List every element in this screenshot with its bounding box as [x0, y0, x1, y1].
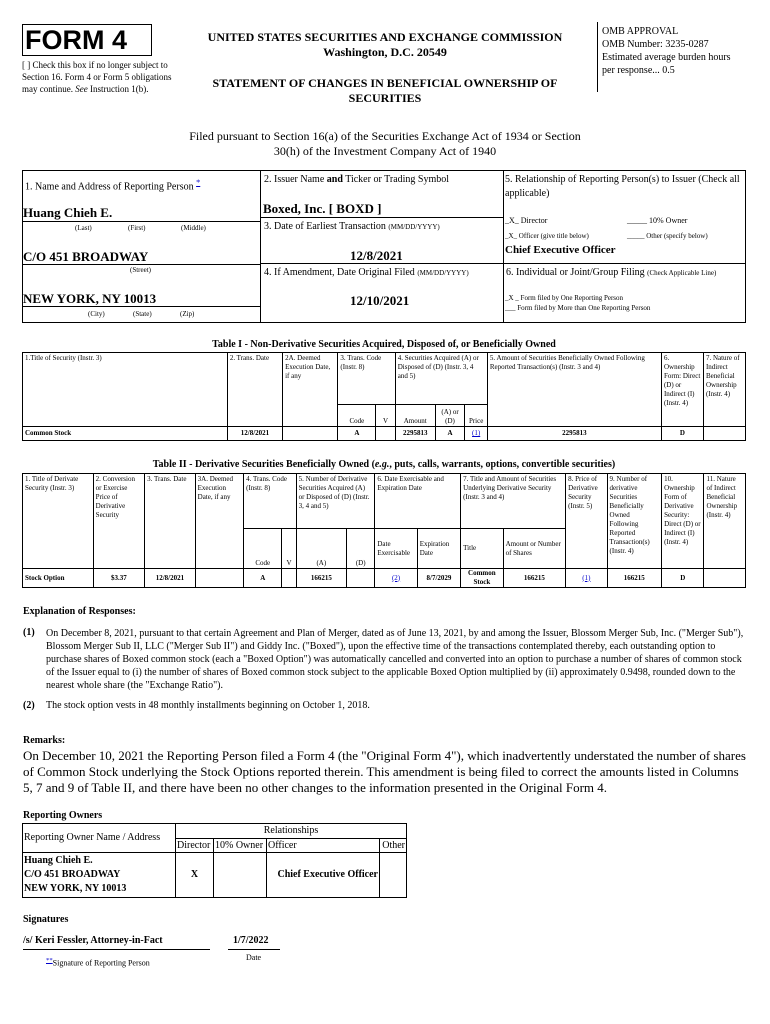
t2-h4: 4. Trans. Code (Instr. 8): [244, 474, 296, 529]
last-label: (Last): [75, 224, 92, 232]
t2-price: $3.37: [93, 569, 144, 588]
t2-h10: 10. Ownership Form of Derivative Security: Direct (D) or Indirect (I) (Instr. 4): [662, 474, 704, 569]
t2-h11: 11. Nature of Indirect Beneficial Ownership (Instr. 4): [704, 474, 746, 569]
table2-title: [22, 459, 746, 471]
col-divider-2: [503, 170, 504, 323]
table2-title-pre: Table II - Derivative Securities Beneficially Owned (: [152, 459, 375, 470]
t2-h2: 2. Conversion or Exercise Price of Derivative Security: [93, 474, 144, 569]
box3-label: [264, 221, 440, 233]
officer-title: Chief Executive Officer: [505, 244, 616, 256]
t2-sub-v: V: [282, 529, 296, 569]
signatures-title: Signatures: [23, 914, 69, 925]
t1-h1: 1.Title of Security (Instr. 3): [23, 353, 228, 427]
t2-deemed: [195, 569, 243, 588]
omb-burden: Estimated average burden hours per response... 0.5: [602, 52, 731, 76]
box6-label: [506, 267, 716, 279]
owner-officer: Chief Executive Officer: [267, 853, 380, 898]
state-label: (State): [133, 310, 152, 318]
omb-approval: [602, 25, 742, 77]
instruction-ref: Instruction 1(b).: [90, 84, 149, 94]
t1-security: Common Stock: [23, 427, 228, 441]
t2-a: 166215: [296, 569, 346, 588]
statement-title: STATEMENT OF CHANGES IN BENEFICIAL OWNERSHIP OF SECURITIES: [212, 76, 558, 105]
t2-sub-d: (D): [347, 529, 375, 569]
officer-checkbox[interactable]: _X_ Officer (give title below): [505, 232, 589, 240]
owner-ten: [214, 853, 267, 898]
box5-label: 5. Relationship of Reporting Person(s) to Issuer (Check all applicable): [505, 174, 740, 199]
t1-h4: 4. Securities Acquired (A) or Disposed of (D) (Instr. 3, 4 and 5): [395, 353, 487, 405]
agency-name: UNITED STATES SECURITIES AND EXCHANGE COMMISSION: [207, 30, 563, 44]
table2-header-row: [23, 474, 746, 529]
table2-title-post: , puts, calls, warrants, options, convertible securities): [389, 459, 616, 470]
t1-code: A: [338, 427, 376, 441]
t2-date: 12/8/2021: [145, 569, 195, 588]
remarks-text: On December 10, 2021 the Reporting Person filed a Form 4 (the "Original Form 4"), which inadvertently understated the number of shares of Common Stock underlying the Stock Options reported therein. This amendment is being filed to correct the amounts listed in Columns 5, 7 and 9 of Table II, and there have been no other changes to the information presented in the Original Form 4.: [23, 748, 746, 795]
box1-label-text: 1. Name and Address of Reporting Person: [25, 181, 194, 193]
signature-label-text: Signature of Reporting Person: [52, 958, 150, 968]
t1-form: D: [661, 427, 703, 441]
t1-sub-price: Price: [465, 405, 488, 427]
table2-title-eg: e.g.: [374, 459, 390, 470]
signature-footnote-link[interactable]: **: [46, 957, 53, 964]
signer-name: /s/ Keri Fessler, Attorney-in-Fact: [23, 935, 163, 946]
issuer-name: Boxed, Inc. [ BOXD ]: [263, 201, 382, 216]
t1-sub-ad: (A) or (D): [435, 405, 465, 427]
box6-label-text: 6. Individual or Joint/Group Filing: [506, 267, 645, 278]
t2-sub-a: (A): [296, 529, 346, 569]
director-checkbox[interactable]: _X_ Director: [505, 216, 548, 225]
section16-checkbox-label: [ ] Check this box if no longer subject to Section 16. Form 4 or Form 5 obligations may continue.: [22, 60, 172, 94]
omb-number: OMB Number: 3235-0287: [602, 39, 709, 50]
owners-col-ten: 10% Owner: [214, 839, 267, 853]
col-divider-1: [260, 170, 261, 323]
t2-h5: 5. Number of Derivative Securities Acquired (A) or Disposed of (D) (Instr. 3, 4 and 5): [296, 474, 375, 529]
t2-amount: 166215: [503, 569, 566, 588]
t2-expiration: 8/7/2029: [417, 569, 460, 588]
t1-h2: 2. Trans. Date: [227, 353, 282, 427]
t1-price-footnote[interactable]: (1): [465, 427, 488, 441]
owner-other: [380, 853, 407, 898]
t2-sub-exercisable: Date Exercisable: [375, 529, 417, 569]
original-filed-date: 12/10/2021: [350, 293, 410, 308]
signature-label: [46, 956, 150, 969]
box2-label: [264, 174, 449, 186]
t2-h6: 6. Date Exercisable and Expiration Date: [375, 474, 461, 529]
t2-h8: 8. Price of Derivative Security (Instr. 5): [566, 474, 607, 569]
t1-sub-v: V: [376, 405, 395, 427]
t1-owned: 2295813: [487, 427, 661, 441]
box4-format: (MM/DD/YYYY): [417, 269, 469, 277]
remarks-title: Remarks:: [23, 735, 66, 746]
reporting-owners-title: Reporting Owners: [23, 810, 103, 821]
table1-row: [23, 427, 746, 441]
t1-nature: [703, 427, 745, 441]
box3-label-text: 3. Date of Earliest Transaction: [264, 221, 386, 232]
box3-format: (MM/DD/YYYY): [388, 223, 440, 231]
t2-d: [347, 569, 375, 588]
t2-h3a: 3A. Deemed Execution Date, if any: [195, 474, 243, 569]
t1-h6: 6. Ownership Form: Direct (D) or Indirect (I) (Instr. 4): [661, 353, 703, 427]
footnote-2-number: (2): [23, 700, 35, 711]
date-line: [228, 949, 280, 950]
owners-col-other: Other: [380, 839, 407, 853]
box1-label: [25, 177, 200, 193]
owners-header-row-1: [23, 824, 407, 839]
t2-h1: 1. Title of Derivate Security (Instr. 3): [23, 474, 94, 569]
name-underline: [22, 221, 260, 222]
t2-nature: [704, 569, 746, 588]
footnote-1-number: (1): [23, 627, 35, 638]
box6-note: (Check Applicable Line): [647, 269, 717, 277]
earliest-transaction-date: 12/8/2021: [350, 248, 403, 263]
omb-title: OMB APPROVAL: [602, 26, 679, 37]
t2-h3: 3. Trans. Date: [145, 474, 195, 569]
t1-h7: 7. Nature of Indirect Beneficial Ownership (Instr. 4): [703, 353, 745, 427]
ten-percent-owner-checkbox[interactable]: _____ 10% Owner: [627, 216, 688, 225]
owner-director: X: [176, 853, 214, 898]
t2-sub-code: Code: [244, 529, 282, 569]
footnote-1-text: On December 8, 2021, pursuant to that certain Agreement and Plan of Merger, dated as of June 13, 2021, by and among the Issuer, Blossom Merger Sub, Inc. ("Merger Sub"), Blossom Merger Sub II, LLC ("Merger Sub II") and Giddy Inc. ("Boxed"), upon the effective time of the transactions contemplated thereby, each outstanding option to purchase shares of Boxed common stock (each a "Boxed Option") was automatically cancelled and converted into an option to purchase a number of shares of common stock of the Issuer equal to (i) the number of shares of Boxed common stock subject to the applicable Boxed Option multiplied by (ii) approximately 0.9498, rounded down to the nearest whole share (the "Exchange Ratio").: [46, 628, 744, 691]
t2-form: D: [662, 569, 704, 588]
section16-checkbox-text[interactable]: [22, 59, 172, 95]
middle-label: (Middle): [181, 224, 206, 232]
t1-amount: 2295813: [395, 427, 435, 441]
t1-sub-amount: Amount: [395, 405, 435, 427]
date-label: Date: [246, 953, 262, 962]
first-label: (First): [128, 224, 146, 232]
owner-street: C/O 451 BROADWAY: [24, 869, 121, 880]
box4-label: [264, 267, 469, 279]
t2-h9: 9. Number of derivative Securities Beneficially Owned Following Reported Transaction(s) (Instr. 4): [607, 474, 662, 569]
street-underline: [22, 264, 260, 265]
owners-col-director: Director: [176, 839, 214, 853]
footnote-2-text: The stock option vests in 48 monthly installments beginning on October 1, 2018.: [46, 700, 370, 711]
filed-by-one-checkbox[interactable]: _X _ Form filed by One Reporting Person: [505, 294, 624, 302]
owner-address-cell: [23, 853, 176, 898]
zip-label: (Zip): [180, 310, 195, 318]
owners-col-name: Reporting Owner Name / Address: [23, 824, 176, 853]
t1-h3: 3. Trans. Code (Instr. 8): [338, 353, 395, 405]
t1-deemed: [283, 427, 338, 441]
table1: [22, 352, 746, 441]
t2-h7: 7. Title and Amount of Securities Underlying Derivative Security (Instr. 3 and 4): [461, 474, 566, 529]
reporting-owners-table: [22, 823, 407, 898]
city-state-zip: NEW YORK, NY 10013: [23, 291, 157, 306]
box2-label-pre: 2. Issuer Name: [264, 174, 327, 185]
owner-city: NEW YORK, NY 10013: [24, 883, 127, 894]
t2-exercisable-footnote[interactable]: (2): [375, 569, 417, 588]
table1-header-row: [23, 353, 746, 405]
see-word: See: [75, 84, 88, 94]
form-title: FORM 4: [25, 25, 128, 55]
filed-by-more-checkbox[interactable]: ___ Form filed by More than One Reporting Person: [505, 304, 651, 312]
street-address: C/O 451 BROADWAY: [23, 249, 149, 264]
box2-label-and: and: [326, 174, 343, 185]
t1-ad: A: [435, 427, 465, 441]
box2-label-post: Ticker or Trading Symbol: [342, 174, 450, 185]
filed-pursuant: Filed pursuant to Section 16(a) of the Securities Exchange Act of 1934 or Section 30(h) of the Investment Company Act of 1940: [189, 129, 581, 158]
owners-row: [23, 853, 407, 898]
t2-sub-amount: Amount or Number of Shares: [503, 529, 566, 569]
t1-date: 12/8/2021: [227, 427, 282, 441]
agency-address: Washington, D.C. 20549: [323, 45, 447, 59]
t2-security: Stock Option: [23, 569, 94, 588]
table2: [22, 473, 746, 588]
t2-sub-title: Title: [461, 529, 503, 569]
signature-date: 1/7/2022: [233, 935, 269, 946]
explanation-title: Explanation of Responses:: [23, 606, 136, 617]
owners-col-officer: Officer: [267, 839, 380, 853]
table2-row: [23, 569, 746, 588]
t1-h5: 5. Amount of Securities Beneficially Owned Following Reported Transaction(s) (Instr. 3 and 4): [487, 353, 661, 427]
box2-bottom: [260, 217, 503, 218]
box3-bottom: [260, 263, 746, 264]
city-label: (City): [88, 310, 105, 318]
t2-title: Common Stock: [461, 569, 503, 588]
reporting-person-name: Huang Chieh E.: [23, 205, 113, 220]
t1-v: [376, 427, 395, 441]
owners-relationships: Relationships: [176, 824, 407, 839]
t2-v: [282, 569, 296, 588]
box4-label-text: 4. If Amendment, Date Original Filed: [264, 267, 415, 278]
t2-deriv-price-footnote[interactable]: (1): [566, 569, 607, 588]
t1-h2a: 2A. Deemed Execution Date, if any: [283, 353, 338, 427]
table1-title: Table I - Non-Derivative Securities Acquired, Disposed of, or Beneficially Owned: [212, 339, 556, 350]
t2-owned: 166215: [607, 569, 662, 588]
box1-footnote-link[interactable]: *: [196, 178, 201, 187]
other-checkbox[interactable]: _____ Other (specify below): [627, 232, 708, 240]
omb-divider: [597, 22, 598, 92]
city-underline: [22, 306, 260, 307]
t2-sub-expiration: Expiration Date: [417, 529, 460, 569]
t2-code: A: [244, 569, 282, 588]
owner-name: Huang Chieh E.: [24, 855, 93, 866]
street-label: (Street): [130, 266, 151, 274]
t1-sub-code: Code: [338, 405, 376, 427]
signature-line: [23, 949, 210, 950]
